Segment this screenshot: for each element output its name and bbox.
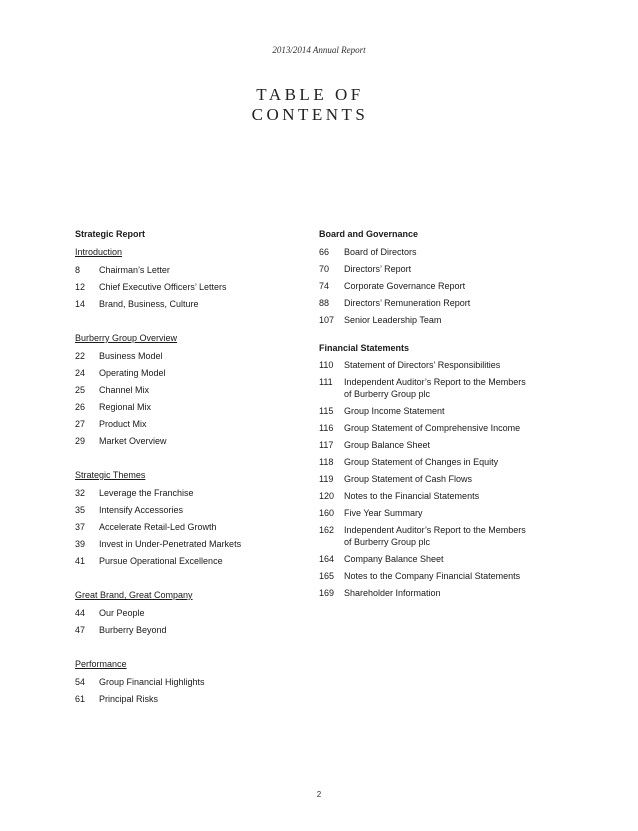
toc-page-number: 54 [75, 677, 86, 687]
section-heading-financial-statements[interactable]: Financial Statements [319, 343, 410, 353]
toc-entry-label: Group Financial Highlights [99, 677, 205, 687]
subsection-title-burberry-group-overview[interactable]: Burberry Group Overview [75, 333, 178, 343]
toc-page-number: 88 [319, 298, 330, 308]
toc-entry-label: Directors’ Report [344, 264, 412, 274]
toc-page-number: 165 [319, 571, 335, 581]
toc-page-number: 37 [75, 522, 86, 532]
toc-entry[interactable] [75, 418, 305, 430]
toc-entry-label: Independent Auditor’s Report to the Members of Burberry Group plc [344, 525, 526, 547]
toc-entry-label: Company Balance Sheet [344, 554, 444, 564]
toc-page-number: 162 [319, 525, 335, 535]
toc-entry-label: Group Balance Sheet [344, 440, 431, 450]
section-heading-board-and-governance[interactable]: Board and Governance [319, 229, 419, 239]
toc-entry-label: Group Statement of Cash Flows [344, 474, 473, 484]
toc-entry[interactable] [319, 490, 534, 502]
toc-entry[interactable] [319, 553, 534, 565]
toc-entry[interactable] [75, 264, 305, 276]
toc-entry-label: Senior Leadership Team [344, 315, 442, 325]
toc-entry[interactable] [319, 359, 534, 371]
toc-entry-label: Directors’ Remuneration Report [344, 298, 471, 308]
toc-page-number: 107 [319, 315, 335, 325]
toc-page-number: 169 [319, 588, 335, 598]
subsection-title-performance[interactable]: Performance [75, 659, 127, 669]
toc-entry[interactable] [319, 405, 534, 417]
toc-page-number: 164 [319, 554, 335, 564]
toc-entry-label: Group Income Statement [344, 406, 445, 416]
toc-entry-label: Statement of Directors’ Responsibilities [344, 360, 501, 370]
toc-page-number: 29 [75, 436, 86, 446]
toc-entry[interactable] [319, 570, 534, 582]
toc-entry-label: Brand, Business, Culture [99, 299, 199, 309]
toc-entry-label: Our People [99, 608, 145, 618]
toc-entry[interactable] [75, 350, 305, 362]
toc-page-number: 115 [319, 406, 334, 416]
toc-entry-label: Principal Risks [99, 694, 159, 704]
toc-entry[interactable] [75, 624, 305, 636]
toc-entry[interactable] [319, 314, 534, 326]
toc-entry[interactable] [319, 376, 534, 400]
toc-page-number: 117 [319, 440, 334, 450]
toc-entry[interactable] [75, 298, 305, 310]
toc-page-number: 160 [319, 508, 335, 518]
toc-entry[interactable] [319, 280, 534, 292]
toc-page-number: 74 [319, 281, 330, 291]
toc-entry[interactable] [75, 487, 305, 499]
toc-entry-label: Chief Executive Officers’ Letters [99, 282, 227, 292]
toc-left-column [75, 228, 305, 705]
subsection-title-strategic-themes[interactable]: Strategic Themes [75, 470, 146, 480]
subsection-title-great-brand-great-company[interactable]: Great Brand, Great Company [75, 590, 193, 600]
toc-entry-label: Burberry Beyond [99, 625, 167, 635]
toc-entry[interactable] [75, 538, 305, 550]
toc-entry[interactable] [319, 587, 534, 599]
page-title-line-1: TABLE OF [256, 85, 364, 104]
toc-page-number: 47 [75, 625, 86, 635]
toc-entry-label: Independent Auditor’s Report to the Members of Burberry Group plc [344, 377, 526, 399]
toc-page-number: 22 [75, 351, 86, 361]
subsection-title-introduction[interactable]: Introduction [75, 247, 123, 257]
toc-entry-label: Notes to the Financial Statements [344, 491, 480, 501]
toc-entry[interactable] [75, 367, 305, 379]
toc-page-number: 66 [319, 247, 330, 257]
toc-entry-label: Leverage the Franchise [99, 488, 194, 498]
toc-entry[interactable] [319, 263, 534, 275]
toc-entry[interactable] [319, 439, 534, 451]
toc-entry-label: Notes to the Company Financial Statements [344, 571, 521, 581]
toc-entry[interactable] [75, 676, 305, 688]
page-number: 2 [316, 790, 322, 799]
toc-page-number: 61 [75, 694, 86, 704]
section-heading-strategic-report: Strategic Report [75, 229, 146, 239]
toc-entry-label: Invest in Under-Penetrated Markets [99, 539, 242, 549]
toc-page-number: 26 [75, 402, 86, 412]
toc-page-number: 39 [75, 539, 86, 549]
toc-entry[interactable] [75, 607, 305, 619]
toc-entry-label: Chairman’s Letter [99, 265, 170, 275]
toc-page-number: 110 [319, 360, 334, 370]
toc-entry-label: Five Year Summary [344, 508, 423, 518]
toc-page-number: 27 [75, 419, 86, 429]
toc-page-number: 119 [319, 474, 334, 484]
toc-entry[interactable] [75, 401, 305, 413]
toc-page-number: 8 [75, 265, 81, 275]
toc-entry-label: Regional Mix [99, 402, 152, 412]
page-title-line-2: CONTENTS [251, 105, 369, 124]
toc-right-column [319, 228, 534, 599]
toc-page-number: 24 [75, 368, 86, 378]
toc-page-number: 111 [319, 377, 333, 387]
toc-page-number: 118 [319, 457, 334, 467]
toc-entry[interactable] [319, 524, 534, 548]
toc-entry[interactable] [75, 693, 305, 705]
toc-page-number: 116 [319, 423, 334, 433]
toc-page-number: 44 [75, 608, 86, 618]
toc-entry[interactable] [75, 435, 305, 447]
toc-entry-label: Intensify Accessories [99, 505, 184, 515]
toc-entry-label: Corporate Governance Report [344, 281, 466, 291]
toc-page-number: 41 [75, 556, 86, 566]
toc-entry-label: Operating Model [99, 368, 166, 378]
toc-page-number: 14 [75, 299, 86, 309]
toc-page-number: 120 [319, 491, 335, 501]
toc-entry-label: Market Overview [99, 436, 167, 446]
toc-entry-label: Business Model [99, 351, 163, 361]
toc-entry[interactable] [319, 473, 534, 485]
toc-entry[interactable] [319, 507, 534, 519]
toc-entry-label: Board of Directors [344, 247, 417, 257]
toc-entry[interactable] [75, 384, 305, 396]
toc-entry[interactable] [75, 504, 305, 516]
toc-entry-label: Pursue Operational Excellence [99, 556, 223, 566]
toc-entry[interactable] [75, 281, 305, 293]
toc-page-number: 35 [75, 505, 86, 515]
toc-entry-label: Accelerate Retail-Led Growth [99, 522, 217, 532]
toc-entry-label: Group Statement of Changes in Equity [344, 457, 499, 467]
toc-entry[interactable] [319, 297, 534, 309]
toc-page-number: 25 [75, 385, 86, 395]
toc-page-number: 70 [319, 264, 330, 274]
toc-page-number: 12 [75, 282, 86, 292]
toc-entry[interactable] [319, 422, 534, 434]
running-header: 2013/2014 Annual Report [272, 45, 366, 55]
toc-entry[interactable] [319, 246, 534, 258]
toc-entry[interactable] [319, 456, 534, 468]
toc-entry-label: Channel Mix [99, 385, 150, 395]
toc-entry-label: Shareholder Information [344, 588, 441, 598]
toc-entry[interactable] [75, 555, 305, 567]
toc-entry-label: Product Mix [99, 419, 147, 429]
toc-entry-label: Group Statement of Comprehensive Income [344, 423, 521, 433]
page-title [0, 85, 620, 125]
toc-page-number: 32 [75, 488, 86, 498]
toc-entry[interactable] [75, 521, 305, 533]
